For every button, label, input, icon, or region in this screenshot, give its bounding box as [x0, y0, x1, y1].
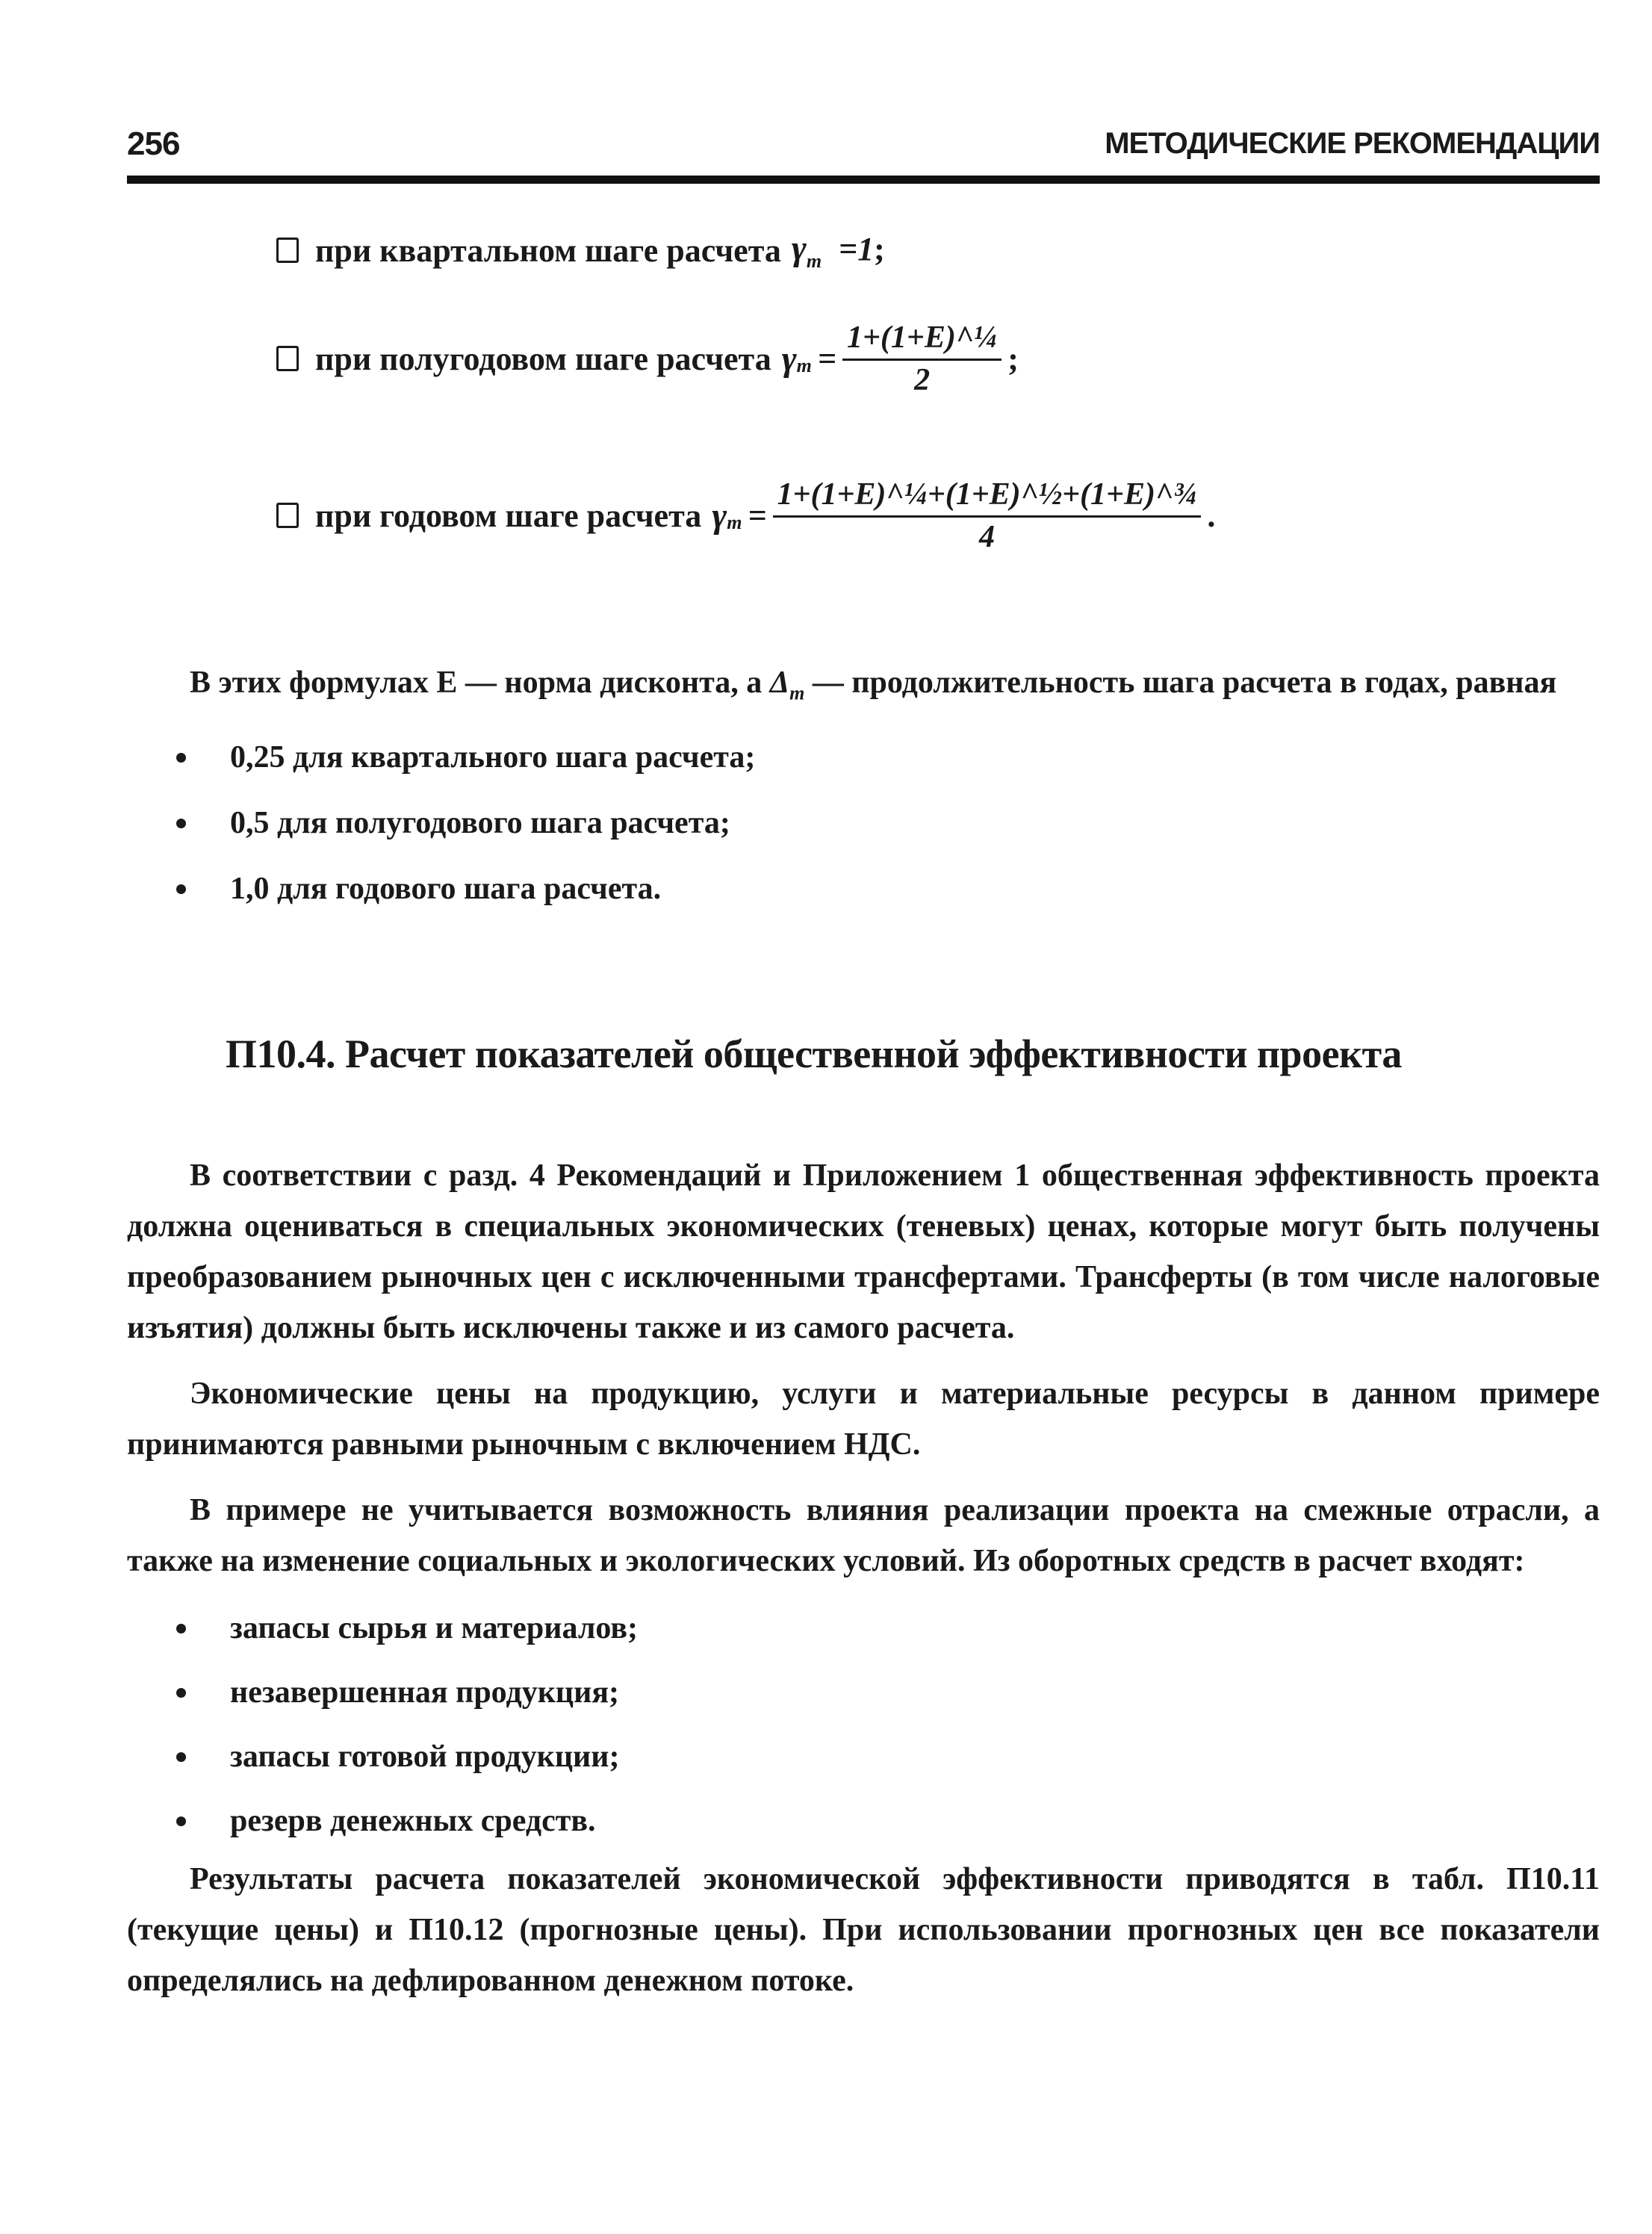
fraction: [842, 320, 1002, 398]
checkbox-bullet-icon: [276, 238, 299, 263]
case-label: при годовом шаге расчета: [315, 497, 702, 534]
list-item: резерв денежных средств.: [127, 1796, 1600, 1846]
section-body: [127, 1150, 1600, 2006]
gamma-symbol: γ: [781, 338, 797, 379]
checkbox-bullet-icon: [276, 503, 299, 528]
list-item: запасы сырья и материалов;: [127, 1603, 1600, 1654]
page-header: [127, 125, 1600, 170]
final-paragraph: Результаты расчета показателей экономической эффективности приводятся в табл. П10.11 (текущие цены) и П10.12 (прогнозные цены). При использовании прогнозных цен все показатели определялись на дефлированном денежном потоке.: [127, 1862, 1600, 1998]
case-formula: [792, 228, 885, 273]
gamma-symbol: γ: [712, 495, 727, 536]
fraction-numerator: 1+(1+E)^¼+(1+E)^½+(1+E)^¾: [777, 477, 1197, 512]
case-quarterly: [276, 224, 885, 276]
paragraph: В соответствии с разд. 4 Рекомендаций и Приложением 1 общественная эффективность проекта должна оцениваться в специальных экономических (теневых) ценах, которые могут быть получены преобразованием рыночных цен с исключенными трансфертами. Трансферты (в том числе налоговые изъятия) должны быть исключены также и из самого расчета.: [127, 1158, 1600, 1345]
formula-end: ;: [1007, 340, 1019, 377]
case-yearly: [276, 467, 1215, 564]
fraction-denominator: 4: [978, 519, 995, 554]
fraction-numerator: 1+(1+E)^¼: [846, 320, 998, 355]
gamma-symbol: γ: [791, 229, 807, 269]
paragraph: Экономические цены на продукцию, услуги и материальные ресурсы в данном примере принимаются равными рыночным с включением НДС.: [127, 1377, 1600, 1462]
fraction: [773, 477, 1202, 555]
header-rule: [127, 176, 1600, 184]
case-formula: γ $_m$ = $\frac{\text{1+(1+E)\textasciicircum{}¼}}{2}$ ;: [781, 320, 1019, 397]
step-duration-list: [127, 732, 1600, 914]
case-label: при квартальном шаге расчета: [315, 232, 781, 269]
checkbox-bullet-icon: [276, 346, 299, 371]
list-item: 0,5 для полугодового шага расчета;: [127, 798, 1600, 848]
gamma-subscript: m: [796, 354, 812, 376]
list-item: 0,25 для квартального шага расчета;: [127, 732, 1600, 783]
gamma-subscript: m: [727, 511, 742, 533]
formula-end: ;: [874, 231, 885, 268]
fraction-denominator: 2: [914, 362, 931, 397]
case-halfyear: [276, 310, 1019, 407]
delta-symbol: Δ: [769, 665, 790, 700]
formula-rhs: =1: [839, 231, 875, 268]
paragraph: В примере не учитывается возможность влияния реализации проекта на смежные отрасли, а также на изменение социальных и экологических условий. Из оборотных средств в расчет входят:: [127, 1493, 1600, 1578]
formula-end: .: [1207, 497, 1216, 534]
running-title: МЕТОДИЧЕСКИЕ РЕКОМЕНДАЦИИ: [1105, 127, 1600, 160]
list-item: запасы готовой продукции;: [127, 1731, 1600, 1782]
page-number: 256: [127, 125, 180, 162]
section-heading: П10.4. Расчет показателей общественной эффективности проекта: [226, 1031, 1402, 1076]
formula-explanation: В этих формулах E — норма дисконта, а $\Delta_m$ — продолжительность шага расчета в годах, равная: [190, 665, 1557, 704]
list-item: незавершенная продукция;: [127, 1667, 1600, 1718]
working-capital-list: [127, 1603, 1600, 1846]
list-item: 1,0 для годового шага расчета.: [127, 863, 1600, 914]
gamma-subscript: m: [806, 249, 822, 272]
case-label: при полугодовом шаге расчета: [315, 340, 771, 377]
case-formula: γ $_m$ = $\frac{\text{1+(1+E)\textasciicircum{}¼+(1+E)\textasciicircum{}½+(1+E)\textasciicircum{}¾}}{4}$ .: [712, 477, 1216, 554]
formula-explanation-block: [127, 657, 1600, 914]
